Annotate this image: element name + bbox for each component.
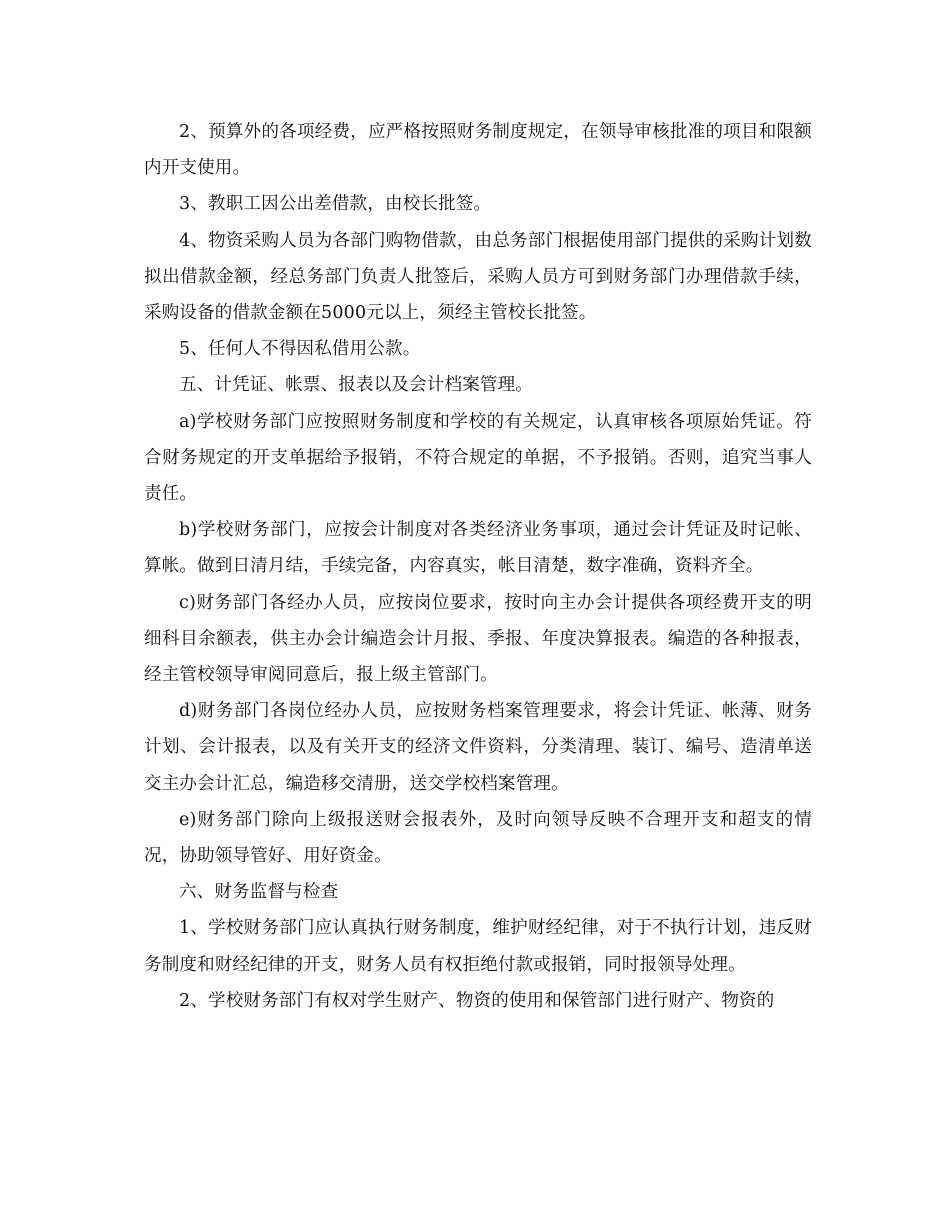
paragraph-item-3: 3、教职工因公出差借款，由校长批签。 xyxy=(179,194,492,215)
paragraph-item-b: b)学校财务部门，应按会计制度对各类经济业务事项，通过会计凭证及时记帐、算帐。做到日清月结，手续完备，内容真实，帐目清楚，数字准确，资料齐全。 xyxy=(144,520,812,577)
paragraph-item-6-1: 1、学校财务部门应认真执行财务制度，维护财经纪律，对于不执行计划，违反财务制度和财经纪律的开支，财务人员有权拒绝付款或报销，同时报领导处理。 xyxy=(144,918,812,975)
paragraph-item-c: c)财务部门各经办人员，应按岗位要求，按时向主办会计提供各项经费开支的明细科目余额表，供主办会计编造会计月报、季报、年度决算报表。编造的各种报表，经主管校领导审阅同意后，报上级主管部门。 xyxy=(144,592,812,686)
paragraph-item-5: 5、任何人不得因私借用公款。 xyxy=(179,339,421,360)
paragraph-item-d: d)财务部门各岗位经办人员，应按财务档案管理要求，将会计凭证、帐薄、财务计划、会计报表，以及有关开支的经济文件资料，分类清理、装订、编号、造清单送交主办会计汇总，编造移交清册，送交学校档案管理。 xyxy=(144,701,812,794)
paragraph-item-2: 2、预算外的各项经费，应严格按照财务制度规定，在领导审核批准的项目和限额内开支使用。 xyxy=(144,122,812,179)
paragraph-item-a: a)学校财务部门应按照财务制度和学校的有关规定，认真审核各项原始凭证。符合财务规定的开支单据给予报销，不符合规定的单据，不予报销。否则，追究当事人责任。 xyxy=(144,411,812,505)
paragraph-item-e: e)财务部门除向上级报送财会报表外，及时向领导反映不合理开支和超支的情况，协助领导管好、用好资金。 xyxy=(144,809,812,867)
document-body xyxy=(144,114,812,1019)
paragraph-item-4: 4、物资采购人员为各部门购物借款，由总务部门根据使用部门提供的采购计划数拟出借款金额，经总务部门负责人批签后，采购人员方可到财务部门办理借款手续，采购设备的借款金额在5000元以上，须经主管校长批签。 xyxy=(144,230,812,324)
paragraph-item-6-2: 2、学校财务部门有权对学生财产、物资的使用和保管部门进行财产、物资的 xyxy=(179,990,775,1011)
section-heading-5: 五、计凭证、帐票、报表以及会计档案管理。 xyxy=(179,375,533,396)
section-heading-6: 六、财务监督与检查 xyxy=(179,882,339,903)
